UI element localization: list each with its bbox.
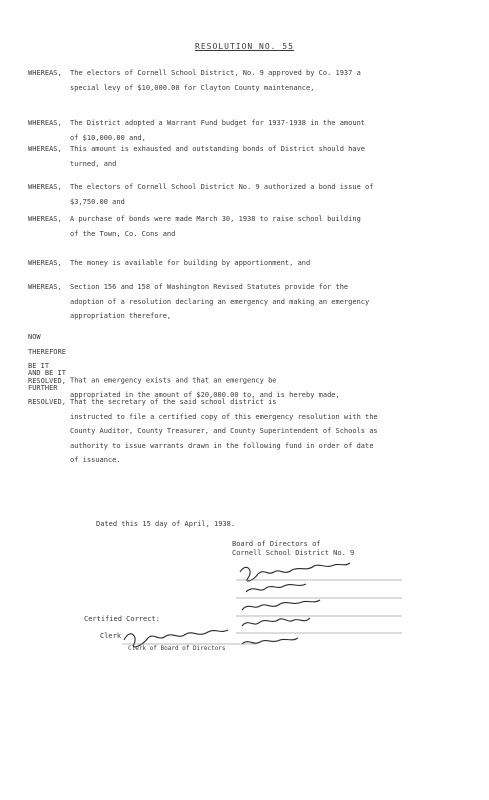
resolution-paragraph [28, 212, 468, 241]
resolution-paragraph [28, 256, 468, 271]
paragraph-line: of the Town, Co. Cons and [70, 229, 176, 238]
resolution-paragraph [28, 180, 468, 209]
paragraph-lead: AND BE IT FURTHER RESOLVED, [28, 369, 66, 406]
paragraph-lead: WHEREAS, [28, 69, 62, 77]
paragraph-line: The District adopted a Warrant Fund budget for 1937-1938 in the amount [70, 119, 366, 127]
paragraph-line: appropriated in the amount of $20,000.00 to, and is hereby made, [70, 391, 340, 399]
paragraph-lead: WHEREAS, [28, 119, 62, 127]
paragraph-lead: WHEREAS, [28, 183, 62, 191]
resolution-paragraph [28, 366, 468, 468]
paragraph-line: This amount is exhausted and outstanding bonds of District should have [70, 145, 366, 153]
paragraph-line: adoption of a resolution declaring an emergency and making an emergency [70, 297, 370, 306]
clerk-title: Clerk of Board of Directors [128, 645, 226, 652]
paragraph-line: of issuance. [70, 456, 121, 464]
paragraph-lead: WHEREAS, [28, 283, 62, 291]
paragraph-line: The money is available for building by apportionment, and [70, 259, 311, 267]
paragraph-lead: WHEREAS, [28, 259, 62, 267]
dated-line: Dated this 15 day of April, 1938. [96, 520, 236, 528]
board-label-line-2: Cornell School District No. 9 [232, 549, 355, 557]
resolution-paragraph [28, 116, 468, 145]
paragraph-line: instructed to file a certified copy of this emergency resolution with the [70, 412, 378, 421]
paragraph-line: turned, and [70, 159, 117, 168]
paragraph-line: The electors of Cornell School District, No. 9 approved by Co. 1937 a [70, 69, 361, 77]
paragraph-line: $3,750.00 and [70, 197, 125, 206]
resolution-paragraph [28, 280, 468, 324]
paragraph-lead: NOW THEREFORE BE IT RESOLVED, [28, 333, 66, 385]
board-label [232, 540, 354, 558]
paragraph-line: special levy of $10,000.00 for Clayton County maintenance, [70, 83, 315, 92]
document-title: RESOLUTION NO. 55 [195, 42, 294, 51]
paragraph-line: A purchase of bonds were made March 30, 1938 to raise school building [70, 215, 361, 223]
resolution-paragraph [28, 142, 468, 171]
paragraph-line: appropriation therefore, [70, 312, 172, 320]
certified-label: Certified Correct: [84, 615, 160, 623]
paragraph-lead: WHEREAS, [28, 145, 62, 153]
paragraph-line: authority to issue warrants drawn in the following fund in order of date [70, 441, 374, 450]
paragraph-line: That the secretary of the said school district is [70, 398, 277, 406]
clerk-label: Clerk [100, 632, 122, 640]
paragraph-line: of $10,000.00 and, [70, 133, 146, 142]
resolution-paragraph [28, 66, 468, 95]
paragraph-line: The electors of Cornell School District No. 9 authorized a bond issue of [70, 183, 374, 191]
paragraph-line: County Auditor, County Treasurer, and County Superintendent of Schools as [70, 427, 378, 435]
board-label-line-1: Board of Directors of [232, 540, 321, 548]
paragraph-line: Section 156 and 158 of Washington Revised Statutes provide for the [70, 283, 349, 291]
paragraph-lead: WHEREAS, [28, 215, 62, 223]
paragraph-line: That an emergency exists and that an emergency be [70, 376, 277, 385]
